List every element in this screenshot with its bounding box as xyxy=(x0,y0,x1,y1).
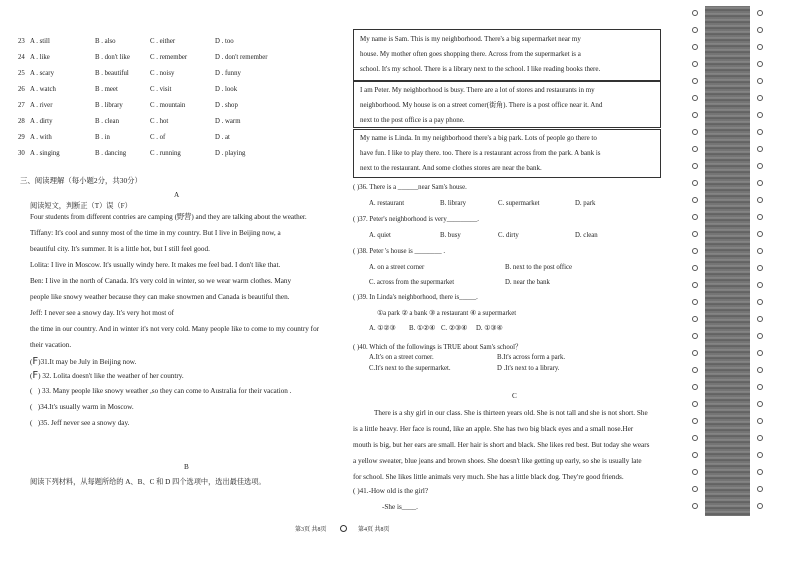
binding-dot-icon xyxy=(692,129,698,135)
question-34: ( )34.It's usually warm in Moscow. xyxy=(30,403,134,411)
choice-option-c: C . hot xyxy=(150,118,169,125)
binding-dot-icon xyxy=(757,367,763,373)
choice-option-d: D . funny xyxy=(215,70,241,77)
question-31: (F)31.It may be July in Beijing now. xyxy=(30,356,137,367)
binding-dot-icon xyxy=(692,486,698,492)
choice-row xyxy=(0,70,290,80)
question-33: ( ) 33. Many people like snowy weather ,so they can come to Australia for their vacation . xyxy=(30,387,292,395)
choice-option-b: B . meet xyxy=(95,86,118,93)
passage-c-line4: a yellow sweater, blue jeans and brown shoes. She doesn't like getting up early, so she is usually late xyxy=(353,457,642,465)
choice-option-c: C . mountain xyxy=(150,102,186,109)
q38-option-d: D. near the bank xyxy=(505,279,550,286)
binding-dot-icon xyxy=(692,503,698,509)
choice-row xyxy=(0,102,290,112)
q40-option-b: B.It's across form a park. xyxy=(497,354,566,361)
choice-option-b: B . library xyxy=(95,102,123,109)
binding-dot-icon xyxy=(692,401,698,407)
binding-dot-icon xyxy=(692,112,698,118)
question-number: 25 xyxy=(18,70,25,77)
choice-option-d: D . playing xyxy=(215,150,246,157)
passage-peter: I am Peter. My neighborhood is busy. There are a lot of stores and restaurants in my neighborhood. My house is on a street corner(街角). There is a post office near it. And next to the post office is a pay phone. xyxy=(353,81,661,128)
passage-linda: My name is Linda. In my neighborhood there's a big park. Lots of people go there to have fun. I like to play there. too. There is a restaurant across from the park. A bank is next to the restaurant. And some clothes stores are near the bank. xyxy=(353,129,661,178)
binding-dot-icon xyxy=(757,350,763,356)
binding-dot-icon xyxy=(757,44,763,50)
q36-option-d: D. park xyxy=(575,200,596,207)
question-41-answer: -She is____. xyxy=(382,503,418,511)
q39-option-a: A. ①②③ xyxy=(369,325,396,332)
q36-option-b: B. library xyxy=(440,200,467,207)
binding-dot-icon xyxy=(692,350,698,356)
question-number: 26 xyxy=(18,86,25,93)
page-number-left: 第3页 共8页 xyxy=(295,527,327,533)
choice-row xyxy=(0,150,290,160)
choice-option-b: B . dancing xyxy=(95,150,127,157)
part-c-label: C xyxy=(512,392,517,400)
binding-dots-column xyxy=(692,10,700,515)
tiffany-line1: Tiffany: It's cool and sunny most of the time in my country. But I live in Beijing now, a xyxy=(30,229,281,237)
binding-dot-icon xyxy=(757,78,763,84)
binding-dot-icon xyxy=(757,299,763,305)
binding-dot-icon xyxy=(757,503,763,509)
passage-sam: My name is Sam. This is my neighborhood. There's a big supermarket near my house. My mother often goes shopping there. Across from the supermarket is a school. It's my school. There is a library next to the school. I like reading books there. xyxy=(353,29,661,81)
choice-option-a: A . watch xyxy=(30,86,56,93)
choice-option-b: B . also xyxy=(95,38,116,45)
q37-option-d: D. clean xyxy=(575,232,598,239)
page-number-right: 第4页 共8页 xyxy=(358,527,390,533)
ben-line2: people like snowy weather because they can make snowmen and Canada is beautiful then. xyxy=(30,293,290,301)
question-36: ( )36. There is a ______near Sam's house. xyxy=(353,184,467,191)
choice-option-a: A . river xyxy=(30,102,53,109)
binding-dot-icon xyxy=(757,469,763,475)
q37-option-a: A. quiet xyxy=(369,232,391,239)
q40-option-a: A.It's on a street corner. xyxy=(369,354,434,361)
choice-option-c: C . of xyxy=(150,134,166,141)
binding-dot-icon xyxy=(692,282,698,288)
part-a-instruction: 阅读短文，判断正（T）误（F） xyxy=(30,202,132,210)
binding-dot-icon xyxy=(757,163,763,169)
question-40: ( )40. Which of the followings is TRUE about Sam's school？ xyxy=(353,344,522,351)
binding-dot-icon xyxy=(692,231,698,237)
q39-option-d: D. ①③④ xyxy=(476,325,503,332)
binding-dot-icon xyxy=(757,248,763,254)
binding-dot-icon xyxy=(757,180,763,186)
binding-dot-icon xyxy=(692,146,698,152)
handwritten-mark-31: F xyxy=(32,356,39,367)
choice-row xyxy=(0,38,290,48)
choice-option-d: D . too xyxy=(215,38,234,45)
binding-dot-icon xyxy=(757,265,763,271)
binding-dot-icon xyxy=(757,452,763,458)
ben-line1: Ben: I live in the north of Canada. It's very cold in winter, so we wear warm clothes. Many xyxy=(30,277,292,285)
q40-option-d: D .It's next to a library. xyxy=(497,365,560,372)
part-a-label: A xyxy=(174,191,180,199)
choice-option-c: C . visit xyxy=(150,86,172,93)
jeff-line1: Jeff: I never see a snowy day. It's very hot most of xyxy=(30,309,175,317)
q37-option-b: B. busy xyxy=(440,232,461,239)
jeff-line2: the time in our country. And in winter it's not very cold. Many people like to come to my country for xyxy=(30,325,320,333)
choice-row xyxy=(0,118,290,128)
choice-option-c: C . remember xyxy=(150,54,188,61)
binding-dot-icon xyxy=(757,435,763,441)
binding-dot-icon xyxy=(757,95,763,101)
binding-dot-icon xyxy=(757,27,763,33)
binding-dot-icon xyxy=(757,129,763,135)
binding-dot-icon xyxy=(757,486,763,492)
question-37: ( )37. Peter's neighborhood is very_________. xyxy=(353,216,480,223)
question-number: 29 xyxy=(18,134,25,141)
binding-dot-icon xyxy=(692,265,698,271)
choice-option-a: A . with xyxy=(30,134,52,141)
choice-option-a: A . singing xyxy=(30,150,60,157)
choice-row xyxy=(0,54,290,64)
part-b-label: B xyxy=(184,463,189,471)
q36-option-a: A. restaurant xyxy=(369,200,405,207)
choice-option-d: D . shop xyxy=(215,102,238,109)
binding-dot-icon xyxy=(692,44,698,50)
binding-dot-icon xyxy=(692,27,698,33)
binding-dot-icon xyxy=(757,316,763,322)
choice-option-a: A . like xyxy=(30,54,50,61)
binding-dot-icon xyxy=(692,418,698,424)
question-number: 24 xyxy=(18,54,25,61)
binding-dot-icon xyxy=(692,214,698,220)
binding-dot-icon xyxy=(692,78,698,84)
question-number: 28 xyxy=(18,118,25,125)
binding-hole-icon xyxy=(340,525,347,532)
binding-dot-icon xyxy=(692,95,698,101)
choice-option-c: C . running xyxy=(150,150,181,157)
passage-c-line3: mouth is big, but her ears are small. Her hair is short and black. She likes red best. But today she wears xyxy=(353,441,650,449)
binding-dot-icon xyxy=(757,231,763,237)
binding-dot-icon xyxy=(692,384,698,390)
binding-dot-icon xyxy=(692,248,698,254)
handwritten-mark-32: F xyxy=(32,370,39,381)
choice-option-b: B . don't like xyxy=(95,54,130,61)
choice-option-c: C . either xyxy=(150,38,176,45)
choice-option-d: D . warm xyxy=(215,118,241,125)
binding-dot-icon xyxy=(692,452,698,458)
question-number: 23 xyxy=(18,38,25,45)
binding-dot-icon xyxy=(757,61,763,67)
binding-dot-icon xyxy=(757,146,763,152)
question-41: ( )41.-How old is the girl? xyxy=(353,487,429,495)
q37-option-c: C. dirty xyxy=(498,232,519,239)
q39-items: ①a park ② a bank ③ a restaurant ④ a supermarket xyxy=(377,310,517,317)
binding-dot-icon xyxy=(692,61,698,67)
choice-option-b: B . clean xyxy=(95,118,119,125)
choice-option-a: A . dirty xyxy=(30,118,53,125)
binding-dot-icon xyxy=(757,197,763,203)
choice-option-c: C . noisy xyxy=(150,70,175,77)
binding-dot-icon xyxy=(692,299,698,305)
q36-option-c: C. supermarket xyxy=(498,200,540,207)
binding-dots-column-right xyxy=(757,10,765,515)
binding-dot-icon xyxy=(692,197,698,203)
binding-dot-icon xyxy=(692,316,698,322)
q38-option-b: B. next to the post office xyxy=(505,264,573,271)
q38-option-c: C. across from the supermarket xyxy=(369,279,455,286)
choice-option-a: A . still xyxy=(30,38,50,45)
choice-row xyxy=(0,134,290,144)
binding-dot-icon xyxy=(757,10,763,16)
binding-dot-icon xyxy=(692,435,698,441)
question-number: 27 xyxy=(18,102,25,109)
choice-option-b: B . in xyxy=(95,134,110,141)
binding-dot-icon xyxy=(692,180,698,186)
q39-option-c: C. ②③④ xyxy=(441,325,468,332)
binding-dot-icon xyxy=(757,401,763,407)
passage-c-line1: There is a shy girl in our class. She is thirteen years old. She is not tall and she is not short. She xyxy=(374,409,648,417)
choice-option-d: D . look xyxy=(215,86,238,93)
passage-c-line5: for school. She likes little animals very much. She has a little black dog. They're good friends. xyxy=(353,473,624,481)
binding-dot-icon xyxy=(692,333,698,339)
jeff-line3: their vacation. xyxy=(30,341,72,349)
binding-dot-icon xyxy=(692,163,698,169)
binding-dot-icon xyxy=(692,10,698,16)
choice-option-d: D . at xyxy=(215,134,230,141)
binding-dot-icon xyxy=(757,418,763,424)
q39-option-b: B. ①②④ xyxy=(409,325,436,332)
scanned-margin-strip xyxy=(705,6,750,516)
section-title: 三、阅读理解（每小题2分，共30分） xyxy=(20,176,142,185)
question-35: ( )35. Jeff never see a snowy day. xyxy=(30,419,130,427)
binding-dot-icon xyxy=(692,367,698,373)
lolita-line: Lolita: I live in Moscow. It's usually windy here. It makes me feel bad. I don't like that. xyxy=(30,261,281,269)
binding-dot-icon xyxy=(757,333,763,339)
question-38: ( )38. Peter 's house is ________ . xyxy=(353,248,446,255)
binding-dot-icon xyxy=(757,112,763,118)
choice-option-d: D . don't remember xyxy=(215,54,268,61)
binding-dot-icon xyxy=(757,214,763,220)
question-number: 30 xyxy=(18,150,25,157)
q38-option-a: A. on a street corner xyxy=(369,264,425,271)
choice-row xyxy=(0,86,290,96)
choice-option-b: B . beautiful xyxy=(95,70,129,77)
question-39: ( )39. In Linda's neighborhood, there is_____. xyxy=(353,294,478,301)
question-32: (F) 32. Lolita doesn't like the weather of her country. xyxy=(30,370,184,381)
passage-c-line2: is a little heavy. Her face is round, like an apple. She has two big black eyes and a small nose.Her xyxy=(353,425,634,433)
binding-dot-icon xyxy=(757,282,763,288)
tiffany-line2: beautiful city. It's summer. It is a little hot, but I still feel good. xyxy=(30,245,210,253)
choice-option-a: A . scary xyxy=(30,70,54,77)
q40-option-c: C.It's next to the supermarket. xyxy=(369,365,451,372)
part-a-intro: Four students from different contries are camping (野营) and they are talking about the weather. xyxy=(30,213,307,221)
binding-dot-icon xyxy=(692,469,698,475)
binding-dot-icon xyxy=(757,384,763,390)
part-b-instruction: 阅读下列材料，从每题所给的 A、B、C 和 D 四个选项中，选出最佳选项。 xyxy=(30,478,266,486)
